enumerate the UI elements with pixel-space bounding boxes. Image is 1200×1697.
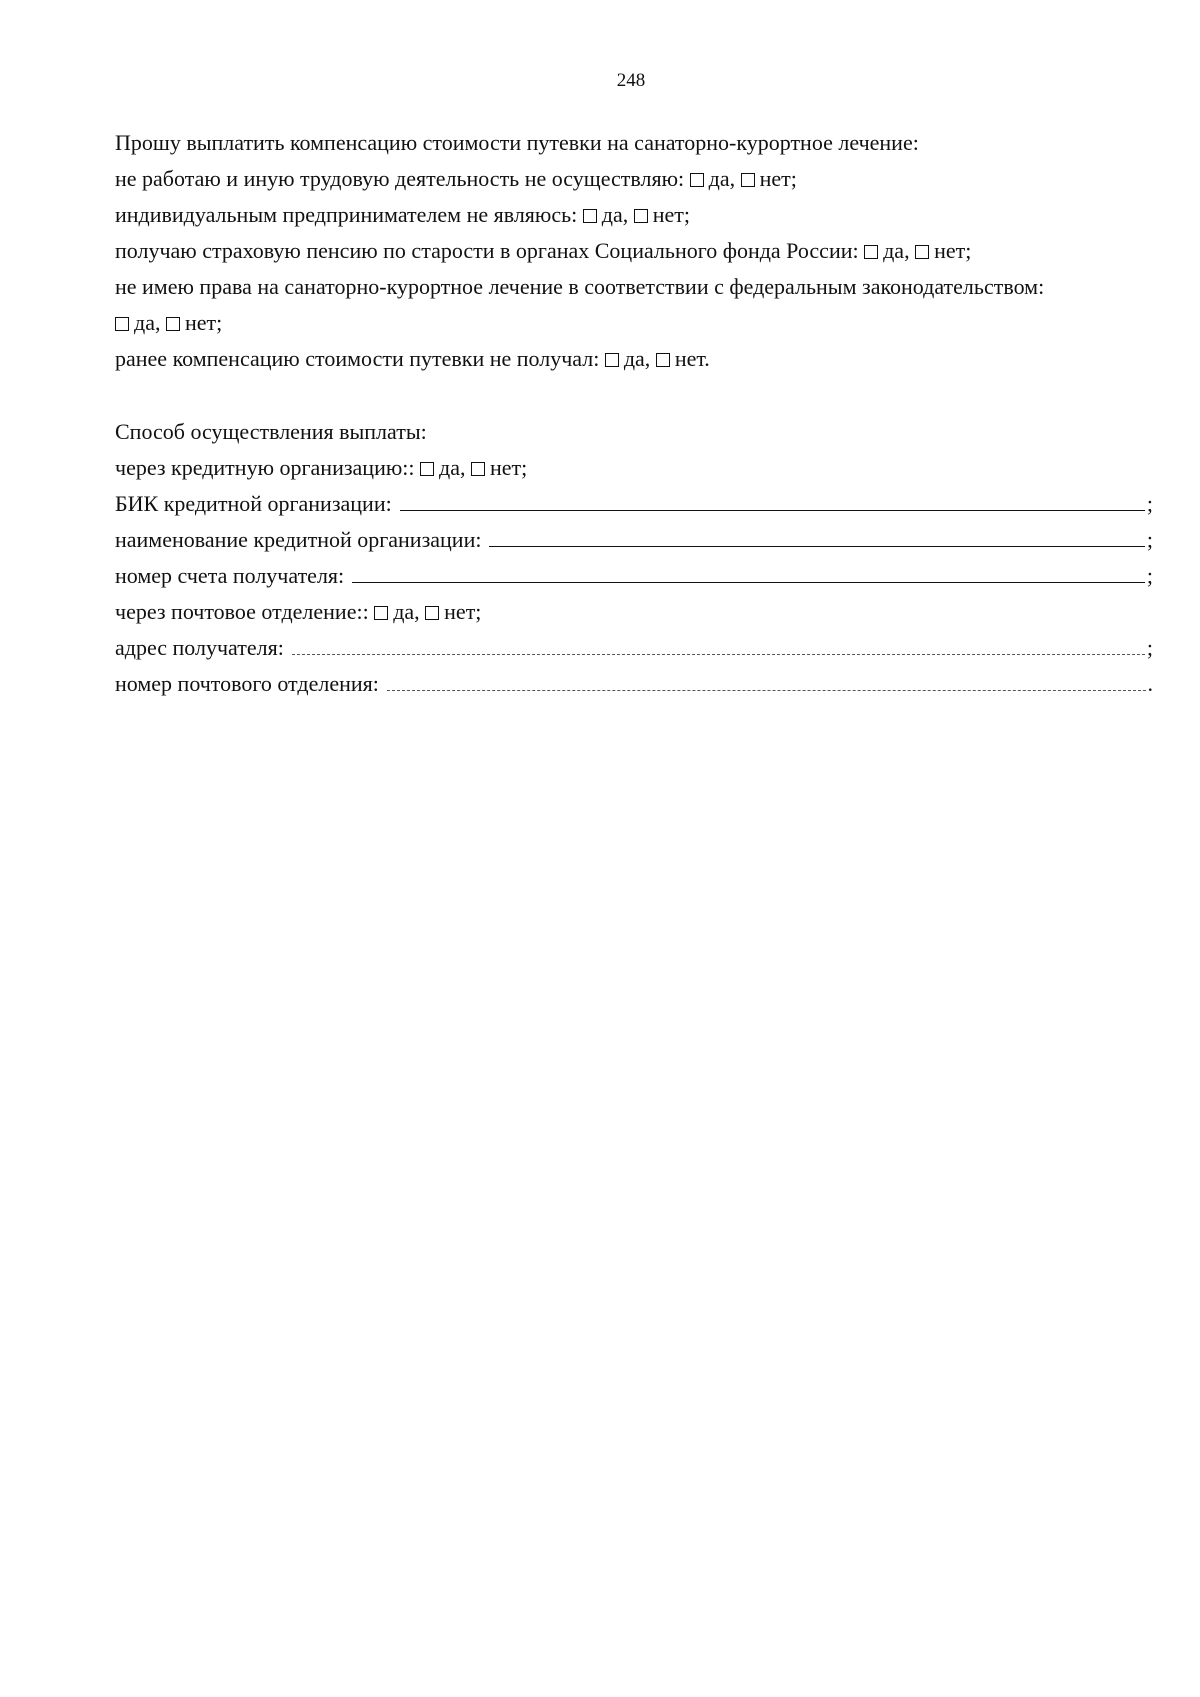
payment-credit-org: [115, 450, 1155, 486]
org-name-field[interactable]: [489, 524, 1144, 547]
bik-row: [115, 486, 1153, 522]
yes-checkbox[interactable]: [605, 353, 619, 367]
account-row: [115, 558, 1153, 594]
no-label: нет;: [652, 202, 691, 227]
yes-checkbox[interactable]: [115, 317, 129, 331]
yes-label: да,: [439, 455, 466, 480]
no-checkbox[interactable]: [741, 173, 755, 187]
address-field[interactable]: [292, 632, 1145, 655]
yes-label: да,: [623, 346, 651, 371]
bik-field[interactable]: [400, 488, 1145, 511]
option-text: через почтовое отделение::: [115, 599, 369, 624]
no-label: нет;: [759, 166, 797, 191]
no-checkbox[interactable]: [471, 462, 485, 476]
payment-post: [115, 594, 1155, 630]
post-office-end: .: [1147, 671, 1153, 696]
condition-not-working: [115, 161, 1155, 197]
condition-no-federal-right: [115, 269, 1155, 305]
yes-checkbox[interactable]: [864, 245, 878, 259]
post-office-row: [115, 666, 1153, 702]
compensation-request-section: [115, 125, 1155, 377]
no-checkbox[interactable]: [425, 606, 439, 620]
payment-heading: Способ осуществления выплаты:: [115, 419, 427, 444]
bik-end: ;: [1146, 491, 1153, 516]
condition-text: не работаю и иную трудовую деятельность не осуществляю:: [115, 166, 685, 191]
no-checkbox[interactable]: [166, 317, 180, 331]
yes-checkbox[interactable]: [420, 462, 434, 476]
post-office-field[interactable]: [387, 668, 1146, 691]
no-label: нет;: [489, 455, 528, 480]
condition-not-received-before: [115, 341, 1155, 377]
condition-text: не имею права на санаторно-курортное лечение в соответствии с федеральным законодательством:: [115, 274, 1045, 299]
account-label: номер счета получателя:: [115, 563, 345, 588]
account-end: ;: [1146, 563, 1153, 588]
yes-label: да,: [883, 238, 910, 263]
no-label: нет.: [674, 346, 710, 371]
request-heading: Прошу выплатить компенсацию стоимости путевки на санаторно-курортное лечение:: [115, 130, 919, 155]
page-number: 248: [616, 70, 646, 91]
post-office-label: номер почтового отделения:: [115, 671, 379, 696]
address-label: адрес получателя:: [115, 635, 284, 660]
org-name-row: [115, 522, 1153, 558]
no-label: нет;: [444, 599, 482, 624]
no-checkbox[interactable]: [634, 209, 648, 223]
no-label: нет;: [184, 310, 223, 335]
payment-method-section: [115, 414, 1155, 702]
no-checkbox[interactable]: [915, 245, 929, 259]
option-text: через кредитную организацию::: [115, 455, 415, 480]
condition-text: индивидуальным предпринимателем не являюсь:: [115, 202, 578, 227]
yes-label: да,: [134, 310, 161, 335]
yes-label: да,: [393, 599, 420, 624]
org-name-label: наименование кредитной организации:: [115, 527, 482, 552]
yes-checkbox[interactable]: [690, 173, 704, 187]
condition-no-federal-right-options: [115, 305, 1155, 341]
condition-text: ранее компенсацию стоимости путевки не получал:: [115, 346, 600, 371]
account-field[interactable]: [352, 560, 1145, 583]
address-end: ;: [1146, 635, 1153, 660]
yes-checkbox[interactable]: [583, 209, 597, 223]
no-label: нет;: [934, 238, 972, 263]
address-row: [115, 630, 1153, 666]
bik-label: БИК кредитной организации:: [115, 491, 392, 516]
yes-checkbox[interactable]: [374, 606, 388, 620]
yes-label: да,: [708, 166, 736, 191]
no-checkbox[interactable]: [656, 353, 670, 367]
condition-text: получаю страховую пенсию по старости в органах Социального фонда России:: [115, 238, 859, 263]
condition-pension: [115, 233, 1155, 269]
yes-label: да,: [601, 202, 629, 227]
condition-not-entrepreneur: [115, 197, 1155, 233]
org-name-end: ;: [1146, 527, 1153, 552]
